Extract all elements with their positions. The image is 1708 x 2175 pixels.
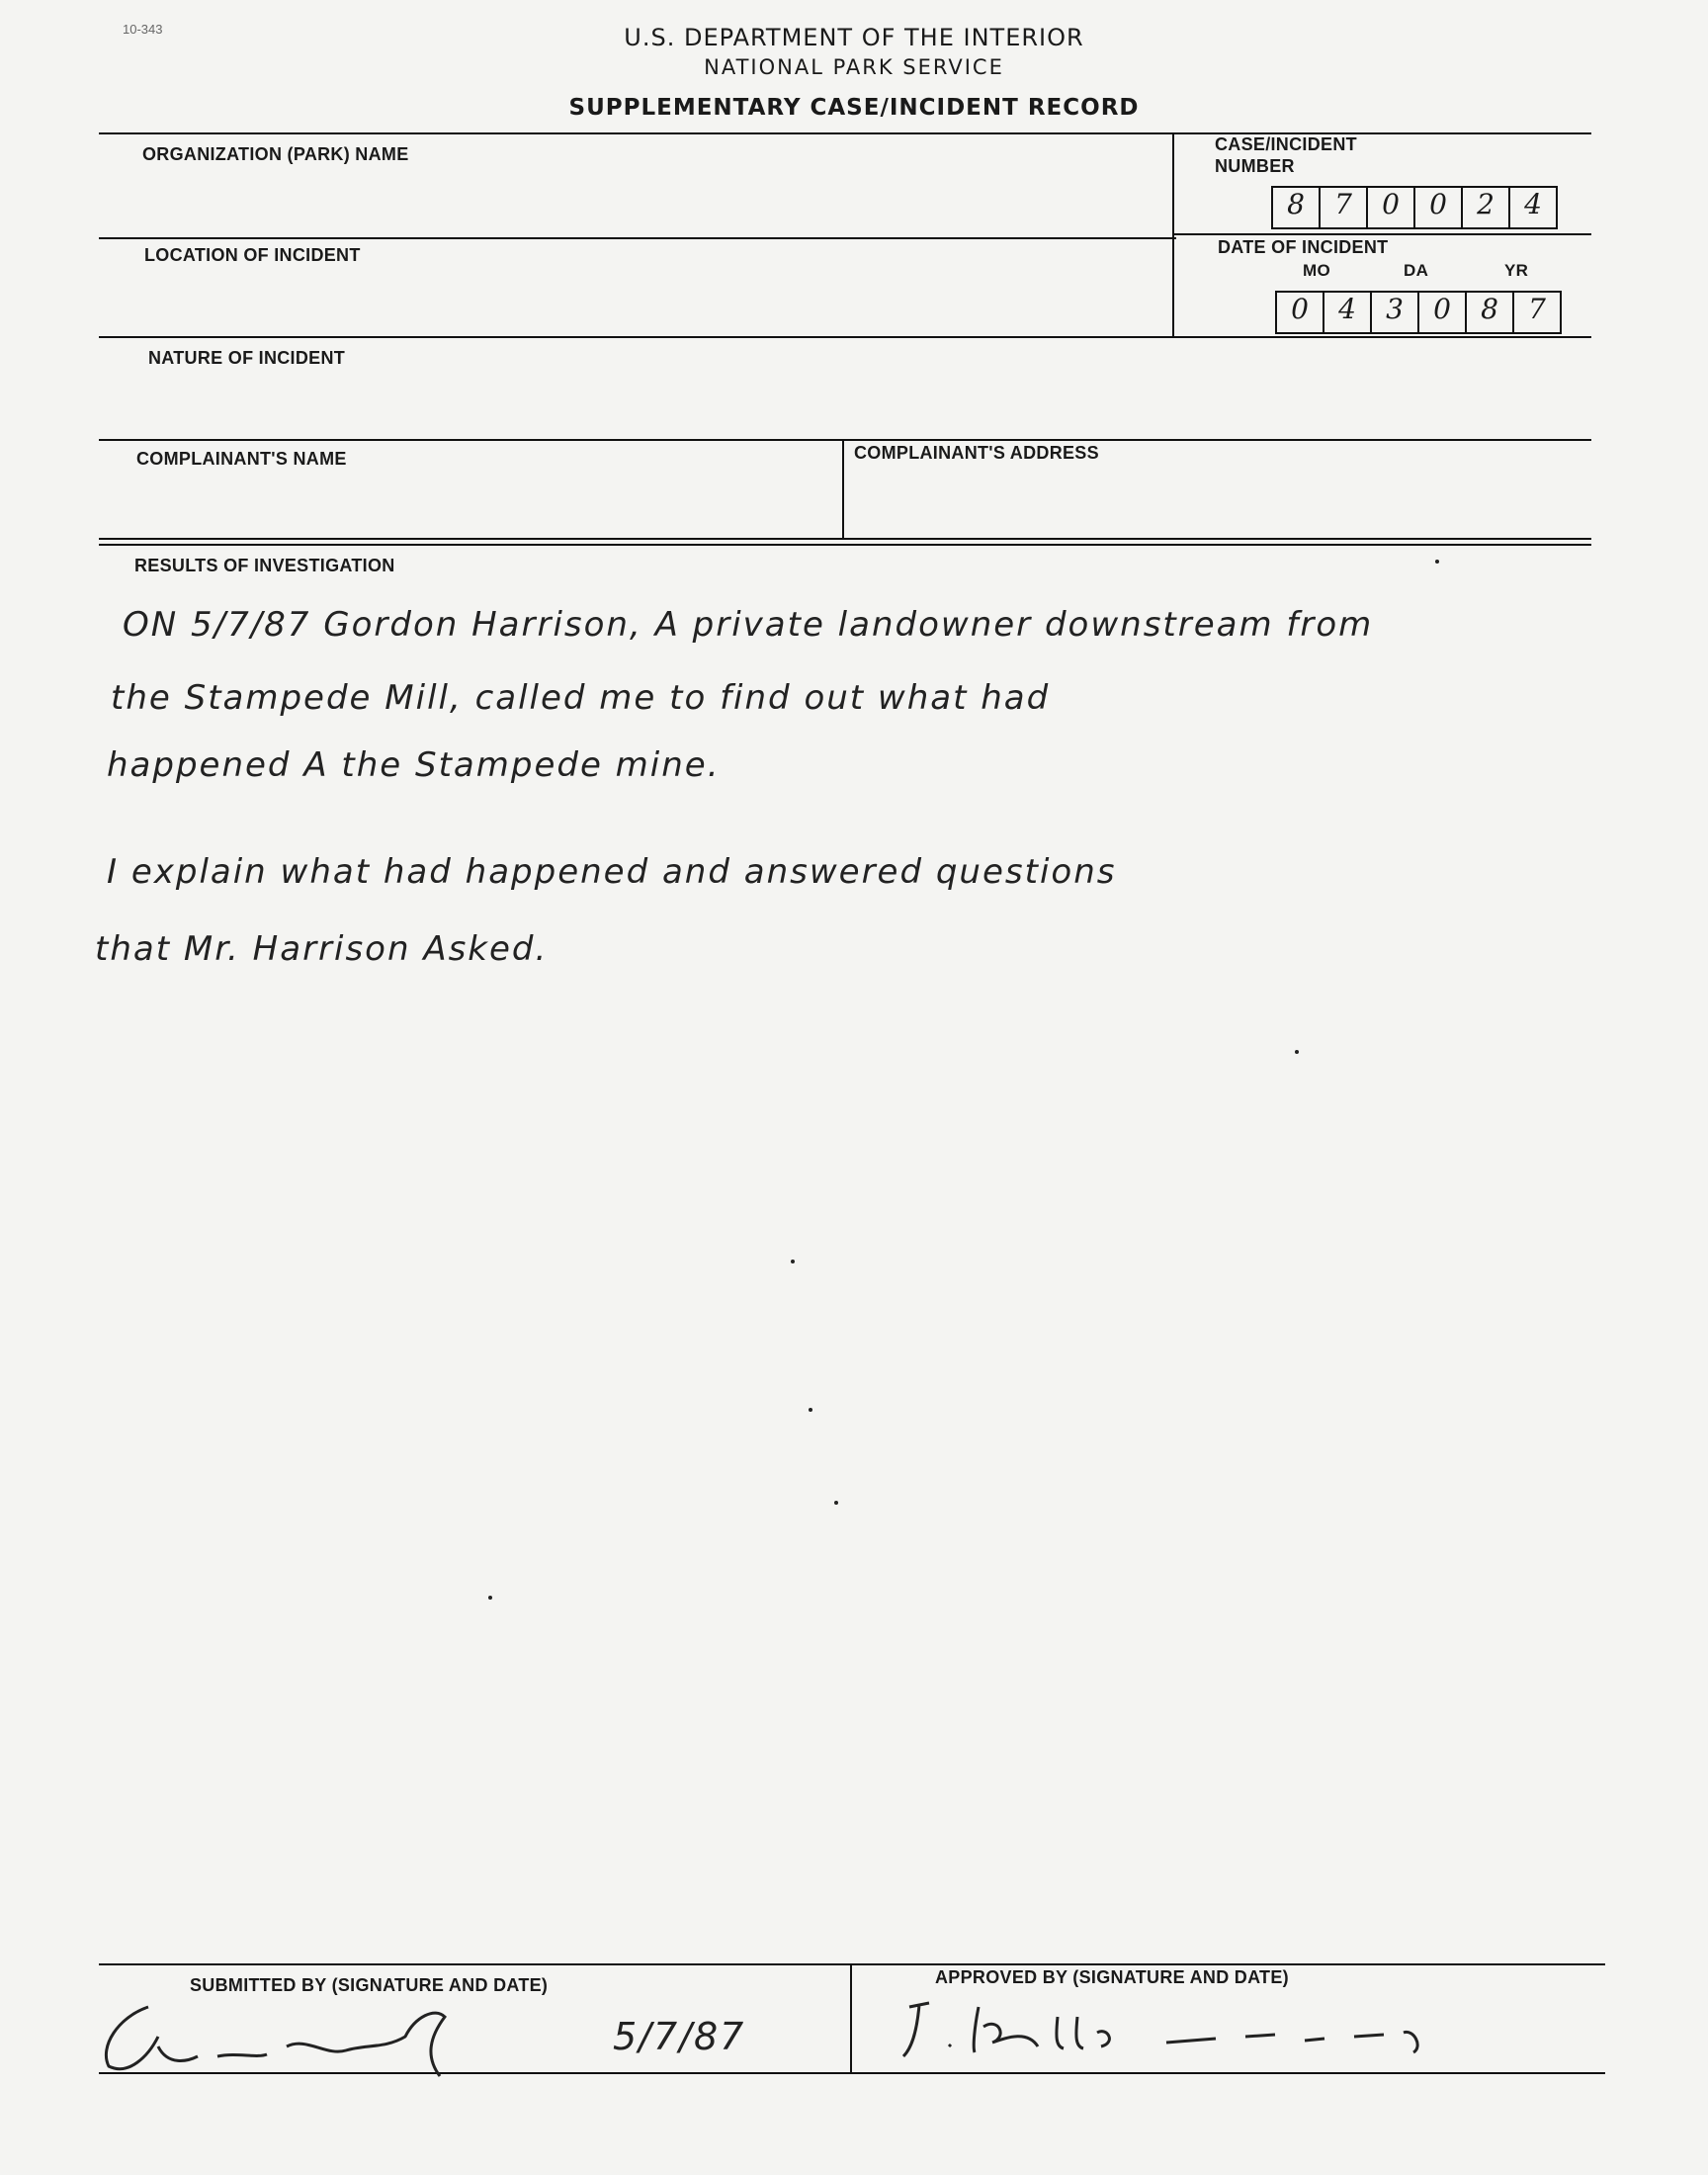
date-digit: 0 (1433, 293, 1451, 325)
rule-footer-vertical (850, 1963, 852, 2074)
case-digit: 8 (1287, 188, 1305, 220)
approved-by-label: APPROVED BY (SIGNATURE AND DATE) (935, 1967, 1289, 1987)
nature-label: NATURE OF INCIDENT (148, 348, 346, 368)
case-number-label-2: NUMBER (1215, 156, 1295, 176)
scan-speck (1435, 560, 1439, 564)
rule-nature-bottom (99, 439, 1591, 441)
rule-org-bottom (99, 237, 1176, 239)
approved-signature (890, 1987, 1522, 2076)
scan-speck (834, 1501, 838, 1505)
complainant-name-label: COMPLAINANT'S NAME (136, 449, 347, 469)
rule-complainant-double (99, 544, 1591, 546)
narrative-line: I explain what had happened and answered questions (107, 852, 1117, 892)
date-of-incident-label: DATE OF INCIDENT (1218, 237, 1389, 257)
scan-speck (1295, 1050, 1299, 1054)
rule-footer-top (99, 1963, 1605, 1965)
scan-speck (791, 1260, 795, 1263)
complainant-address-label: COMPLAINANT'S ADDRESS (854, 443, 1099, 463)
scan-speck (809, 1408, 812, 1412)
month-label: MO (1303, 261, 1330, 280)
rule-complainant-bottom (99, 538, 1591, 540)
case-digit: 2 (1477, 188, 1494, 220)
rule-location-bottom (99, 336, 1591, 338)
day-label: DA (1404, 261, 1429, 280)
date-digit: 8 (1481, 293, 1498, 325)
service-heading: NATIONAL PARK SERVICE (704, 55, 1004, 79)
case-number-label: CASE/INCIDENT (1215, 134, 1357, 154)
rule-vertical-case (1172, 132, 1174, 336)
form-title: SUPPLEMENTARY CASE/INCIDENT RECORD (568, 95, 1140, 121)
rule-top (99, 132, 1591, 134)
date-digit: 4 (1338, 293, 1356, 325)
location-label: LOCATION OF INCIDENT (144, 245, 361, 265)
org-name-label: ORGANIZATION (PARK) NAME (142, 144, 409, 164)
rule-case-bottom (1172, 233, 1591, 235)
case-digit: 0 (1382, 188, 1400, 220)
narrative-line: that Mr. Harrison Asked. (95, 929, 549, 969)
submitted-by-label: SUBMITTED BY (SIGNATURE AND DATE) (190, 1975, 549, 1995)
narrative-line: the Stampede Mill, called me to find out what had (111, 678, 1051, 718)
case-digit: 7 (1334, 188, 1352, 220)
narrative-line: happened A the Stampede mine. (107, 745, 721, 785)
case-digit: 4 (1524, 188, 1542, 220)
submitted-date: 5/7/87 (613, 2015, 746, 2058)
results-label: RESULTS OF INVESTIGATION (134, 556, 395, 575)
rule-vertical-complainant (842, 439, 844, 540)
date-digit: 7 (1528, 293, 1546, 325)
year-label: YR (1504, 261, 1529, 280)
date-digit: 0 (1291, 293, 1309, 325)
submitted-signature (89, 1987, 524, 2096)
date-digit: 3 (1386, 293, 1404, 325)
case-digit: 0 (1429, 188, 1447, 220)
form-number-mark: 10-343 (123, 22, 163, 37)
scan-speck (488, 1596, 492, 1600)
narrative-line: ON 5/7/87 Gordon Harrison, A private landowner downstream from (123, 605, 1374, 645)
department-heading: U.S. DEPARTMENT OF THE INTERIOR (624, 24, 1084, 51)
